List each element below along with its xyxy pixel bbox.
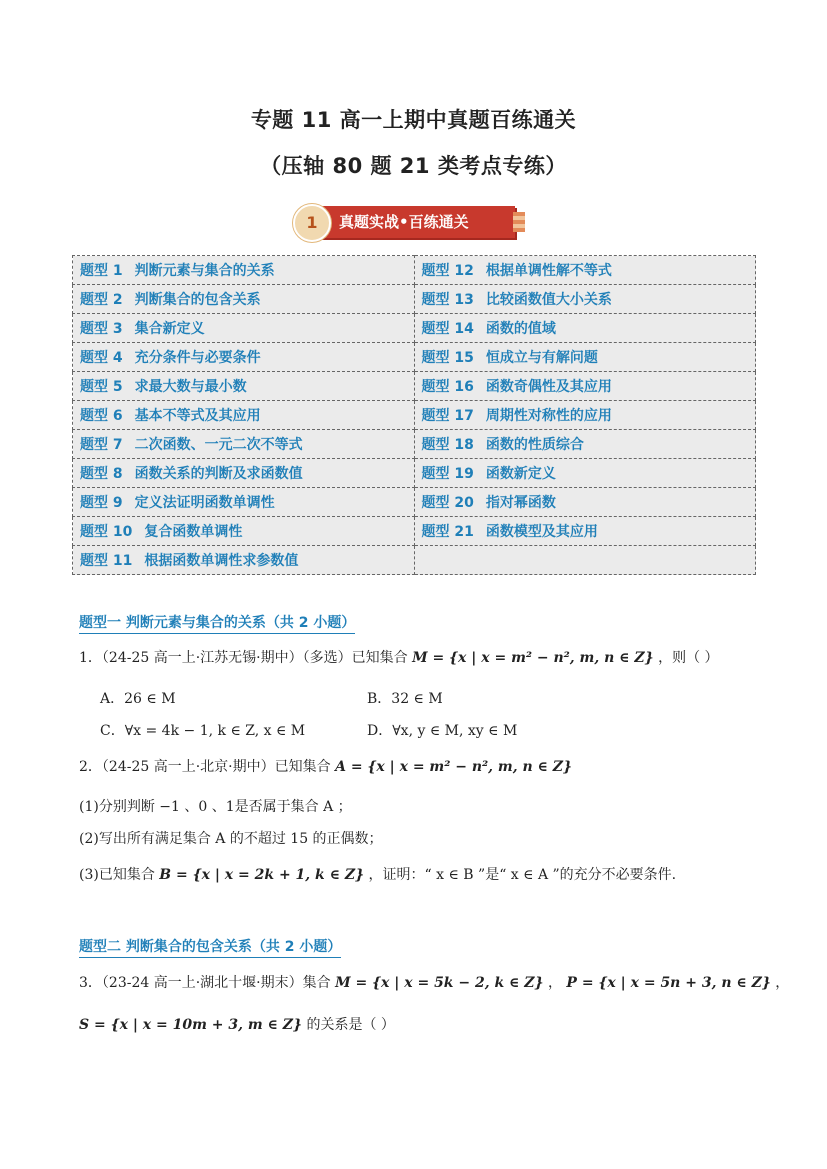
topic-number: 题型 21 <box>421 524 474 540</box>
topic-number: 题型 16 <box>421 379 474 395</box>
topic-number: 题型 14 <box>421 321 474 337</box>
topic-number: 题型 6 <box>80 408 123 424</box>
topic-index-row <box>73 546 756 575</box>
topic-number: 题型 9 <box>80 495 123 511</box>
question-1 <box>79 648 719 668</box>
question-2-prefix: 2．（24-25 高一上·北京·期中）已知集合 <box>79 759 331 775</box>
topic-cell-left <box>73 517 415 546</box>
document-title: 专题 11 高一上期中真题百练通关 <box>250 108 577 132</box>
topic-number: 题型 4 <box>80 350 123 366</box>
section-heading-2: 题型二 判断集合的包含关系（共 2 小题） <box>79 936 341 958</box>
section-banner <box>293 202 533 242</box>
topic-cell-right <box>414 343 756 372</box>
topic-label: 周期性对称性的应用 <box>485 408 612 424</box>
banner-number-badge: 1 <box>293 204 331 242</box>
topic-number: 题型 11 <box>80 553 133 569</box>
topic-number: 题型 10 <box>80 524 133 540</box>
topic-cell-left <box>73 285 415 314</box>
topic-index-table <box>72 255 756 575</box>
option-d: D．∀x, y ∈ M, xy ∈ M <box>367 723 518 739</box>
topic-label: 判断集合的包含关系 <box>134 292 261 308</box>
question-2-set: A = {x | x = m² − n², m, n ∈ Z} <box>335 759 572 775</box>
topic-label: 求最大数与最小数 <box>134 379 247 395</box>
topic-number: 题型 2 <box>80 292 123 308</box>
option-b: B．32 ∈ M <box>367 691 443 707</box>
option-a: A．26 ∈ M <box>100 691 176 707</box>
topic-index-row <box>73 517 756 546</box>
topic-number: 题型 3 <box>80 321 123 337</box>
topic-label: 定义法证明函数单调性 <box>134 495 275 511</box>
question-2-part-3-set: B = {x | x = 2k + 1, k ∈ Z} <box>159 867 365 883</box>
topic-cell-left <box>73 488 415 517</box>
topic-cell-left <box>73 546 415 575</box>
topic-cell-left <box>73 256 415 285</box>
topic-label: 基本不等式及其应用 <box>134 408 261 424</box>
question-3-separator: ， <box>547 975 562 991</box>
topic-label: 充分条件与必要条件 <box>134 350 261 366</box>
option-c: C．∀x = 4k − 1, k ∈ Z, x ∈ M <box>100 723 306 739</box>
banner-ribbon: 真题实战•百练通关 <box>311 206 515 238</box>
question-2 <box>79 757 572 777</box>
topic-cell-right <box>414 256 756 285</box>
topic-label: 函数的性质综合 <box>485 437 584 453</box>
topic-index-row <box>73 430 756 459</box>
topic-number: 题型 15 <box>421 350 474 366</box>
topic-label: 集合新定义 <box>134 321 205 337</box>
topic-cell-right <box>414 517 756 546</box>
topic-label: 函数关系的判断及求函数值 <box>134 466 303 482</box>
topic-label: 函数奇偶性及其应用 <box>485 379 612 395</box>
question-3-set-p: P = {x | x = 5n + 3, n ∈ Z} <box>566 975 771 991</box>
topic-number: 题型 1 <box>80 263 123 279</box>
topic-number: 题型 19 <box>421 466 474 482</box>
question-3-prefix: 3．（23-24 高一上·湖北十堰·期末）集合 <box>79 975 331 991</box>
topic-cell-right <box>414 372 756 401</box>
topic-index-row <box>73 488 756 517</box>
topic-label: 函数新定义 <box>485 466 556 482</box>
topic-index-row <box>73 314 756 343</box>
topic-label: 根据函数单调性求参数值 <box>144 553 299 569</box>
question-2-part-3-suffix: ，证明：“ x ∈ B ”是“ x ∈ A ”的充分不必要条件. <box>368 867 677 883</box>
topic-number: 题型 8 <box>80 466 123 482</box>
topic-label: 根据单调性解不等式 <box>485 263 612 279</box>
topic-cell-right <box>414 488 756 517</box>
topic-cell-right <box>414 314 756 343</box>
topic-index-row <box>73 372 756 401</box>
question-1-set: M = {x | x = m² − n², m, n ∈ Z} <box>412 650 654 666</box>
question-3-set-m: M = {x | x = 5k − 2, k ∈ Z} <box>335 975 544 991</box>
question-3-line-2 <box>79 1015 395 1035</box>
topic-number: 题型 13 <box>421 292 474 308</box>
question-2-part-3 <box>79 865 676 885</box>
topic-label: 函数的值域 <box>485 321 556 337</box>
topic-cell-left <box>73 314 415 343</box>
topic-number: 题型 7 <box>80 437 123 453</box>
topic-label: 复合函数单调性 <box>144 524 243 540</box>
topic-cell-left <box>73 372 415 401</box>
banner-tail <box>513 212 525 232</box>
topic-label: 二次函数、一元二次不等式 <box>134 437 303 453</box>
topic-label: 判断元素与集合的关系 <box>134 263 275 279</box>
question-1-prefix: 1．（24-25 高一上·江苏无锡·期中）（多选）已知集合 <box>79 650 408 666</box>
topic-cell-right <box>414 285 756 314</box>
topic-cell-right <box>414 459 756 488</box>
question-2-part-3-prefix: (3)已知集合 <box>79 867 155 883</box>
topic-label: 函数模型及其应用 <box>485 524 598 540</box>
question-1-suffix: ，则（ ） <box>658 650 719 666</box>
topic-index-row <box>73 285 756 314</box>
topic-number: 题型 17 <box>421 408 474 424</box>
topic-cell-right <box>414 546 756 575</box>
topic-number: 题型 20 <box>421 495 474 511</box>
topic-cell-left <box>73 459 415 488</box>
topic-cell-left <box>73 401 415 430</box>
topic-label: 恒成立与有解问题 <box>485 350 598 366</box>
topic-index-row <box>73 256 756 285</box>
topic-label: 指对幂函数 <box>485 495 556 511</box>
topic-index-row <box>73 459 756 488</box>
question-3 <box>79 973 789 993</box>
question-3-set-s: S = {x | x = 10m + 3, m ∈ Z} <box>79 1017 303 1033</box>
topic-cell-left <box>73 343 415 372</box>
document-subtitle: （压轴 80 题 21 类考点专练） <box>260 154 567 178</box>
question-3-suffix: 的关系是（ ） <box>306 1017 395 1033</box>
question-3-separator-2: ， <box>775 975 790 991</box>
topic-cell-right <box>414 401 756 430</box>
section-heading-1: 题型一 判断元素与集合的关系（共 2 小题） <box>79 612 355 634</box>
topic-number: 题型 18 <box>421 437 474 453</box>
topic-index-row <box>73 401 756 430</box>
topic-number: 题型 5 <box>80 379 123 395</box>
topic-cell-right <box>414 430 756 459</box>
topic-index-row <box>73 343 756 372</box>
question-2-part-2: (2)写出所有满足集合 A 的不超过 15 的正偶数； <box>79 831 383 847</box>
topic-label: 比较函数值大小关系 <box>485 292 612 308</box>
topic-cell-left <box>73 430 415 459</box>
topic-number: 题型 12 <box>421 263 474 279</box>
question-2-part-1: (1)分别判断 −1 、0 、1是否属于集合 A ； <box>79 799 352 815</box>
